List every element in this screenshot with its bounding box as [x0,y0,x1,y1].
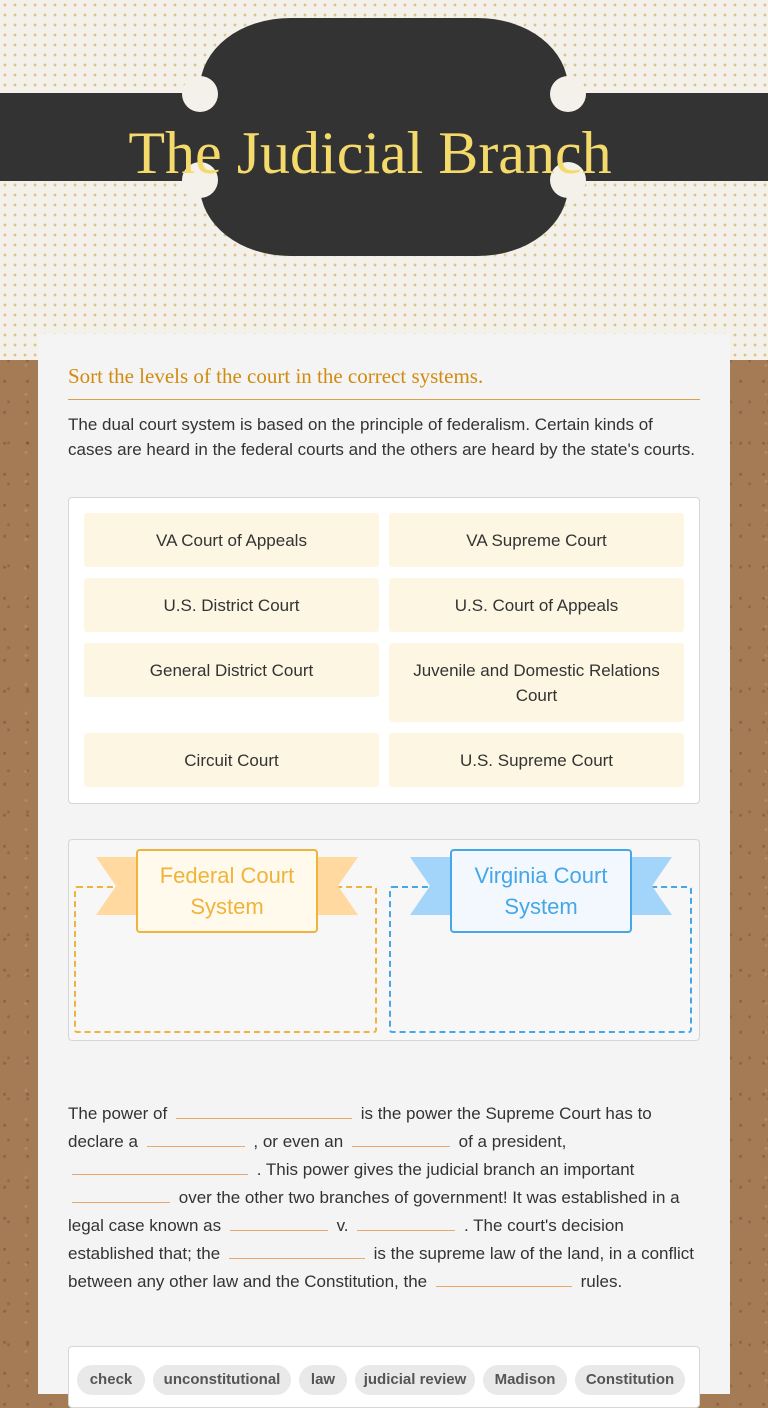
drag-item[interactable]: U.S. District Court [84,578,379,632]
word-bank-chip[interactable]: Constitution [575,1365,685,1395]
drag-item[interactable]: VA Supreme Court [389,513,684,567]
passage-text: , or even an [253,1132,344,1151]
blank-input[interactable] [352,1128,450,1147]
word-bank-chip[interactable]: law [299,1365,347,1395]
word-bank-chip[interactable]: check [77,1365,145,1395]
word-bank-chip[interactable]: judicial review [355,1365,475,1395]
sort-categories [68,839,700,1041]
blank-input[interactable] [230,1212,328,1231]
drag-item[interactable]: VA Court of Appeals [84,513,379,567]
blank-input[interactable] [176,1100,352,1119]
word-bank [68,1346,700,1408]
passage-text: rules. [580,1272,623,1291]
passage-text: v. [336,1216,349,1235]
blank-input[interactable] [357,1212,455,1231]
activity-instructions: Sort the levels of the court in the correct systems. [68,364,700,400]
drag-item[interactable]: Juvenile and Domestic Relations Court [389,643,684,722]
drag-item[interactable]: U.S. Court of Appeals [389,578,684,632]
word-bank-chip[interactable]: unconstitutional [153,1365,291,1395]
drag-item[interactable]: Circuit Court [84,733,379,787]
fill-in-passage [68,1100,700,1296]
passage-text: of a president, [458,1132,567,1151]
blank-input[interactable] [72,1156,248,1175]
blank-input[interactable] [436,1268,572,1287]
passage-text: The power of [68,1104,168,1123]
blank-input[interactable] [72,1184,170,1203]
category-label-virginia: Virginia Court System [450,849,632,933]
drag-items-pool [68,497,700,804]
passage-text: is the supreme law of the land, in a conflict between any other law and the Constitution, the [68,1244,694,1291]
blank-input[interactable] [229,1240,365,1259]
passage-text: . The court's decision established that; the [68,1216,624,1263]
drag-item[interactable]: General District Court [84,643,379,697]
passage-text: . This power gives the judicial branch an important [256,1160,635,1179]
activity-description: The dual court system is based on the principle of federalism. Certain kinds of cases are heard in the federal courts and the others are heard by the state's courts. [68,415,695,459]
drag-item[interactable]: U.S. Supreme Court [389,733,684,787]
blank-input[interactable] [147,1128,245,1147]
page-title: The Judicial Branch [128,120,612,186]
passage-text: over the other two branches of government! It was established in a legal case known as [68,1188,680,1235]
word-bank-chip[interactable]: Madison [483,1365,567,1395]
category-label-federal: Federal Court System [136,849,318,933]
worksheet [38,334,730,1394]
passage-text: is the power the Supreme Court has to declare a [68,1104,652,1151]
